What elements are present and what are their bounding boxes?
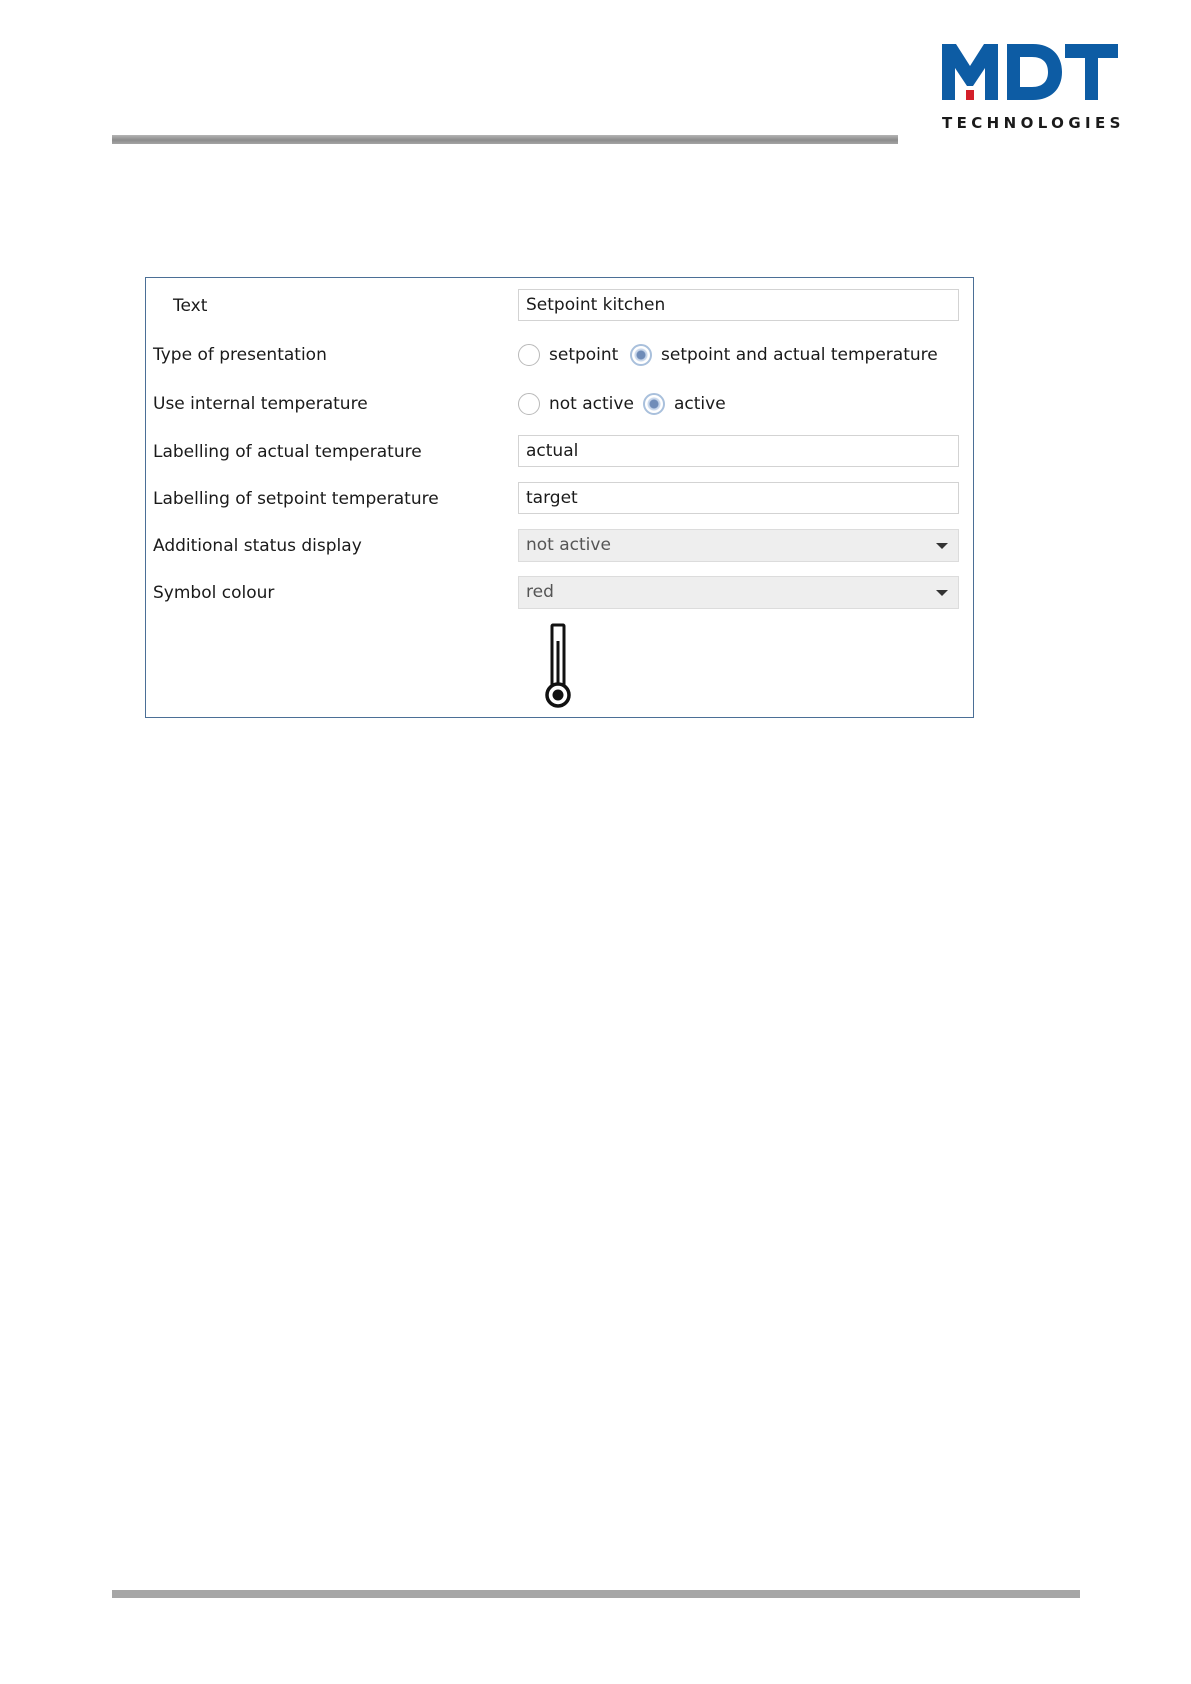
chevron-down-icon[interactable] bbox=[936, 543, 948, 549]
radio-not-active[interactable] bbox=[518, 393, 540, 415]
header-divider bbox=[112, 135, 898, 144]
thermometer-icon bbox=[543, 623, 573, 709]
mdt-logo-mark bbox=[942, 44, 1118, 102]
row-additional-status bbox=[146, 528, 973, 564]
additional-status-label: Additional status display bbox=[153, 536, 362, 556]
labelling-actual-label: Labelling of actual temperature bbox=[153, 442, 422, 462]
footer-divider bbox=[112, 1590, 1080, 1598]
row-labelling-actual bbox=[146, 434, 973, 470]
chevron-down-icon[interactable] bbox=[936, 590, 948, 596]
use-internal-temperature-label: Use internal temperature bbox=[153, 394, 368, 414]
labelling-setpoint-input[interactable]: target bbox=[518, 482, 959, 514]
text-input[interactable]: Setpoint kitchen bbox=[518, 289, 959, 321]
additional-status-selected: not active bbox=[526, 535, 611, 555]
radio-setpoint-and-actual[interactable] bbox=[630, 344, 652, 366]
labelling-actual-input[interactable]: actual bbox=[518, 435, 959, 467]
additional-status-dropdown[interactable] bbox=[518, 529, 959, 562]
text-label: Text bbox=[173, 296, 208, 316]
symbol-colour-selected: red bbox=[526, 582, 554, 602]
radio-setpoint[interactable] bbox=[518, 344, 540, 366]
radio-active[interactable] bbox=[643, 393, 665, 415]
row-text bbox=[146, 288, 973, 324]
labelling-setpoint-label: Labelling of setpoint temperature bbox=[153, 489, 439, 509]
symbol-colour-dropdown[interactable] bbox=[518, 576, 959, 609]
row-type-of-presentation bbox=[146, 337, 973, 373]
radio-not-active-label: not active bbox=[549, 394, 634, 414]
mdt-logo-subtitle: TECHNOLOGIES bbox=[942, 114, 1125, 132]
row-symbol-colour bbox=[146, 575, 973, 611]
symbol-colour-label: Symbol colour bbox=[153, 583, 275, 603]
parameter-panel bbox=[145, 277, 974, 718]
type-of-presentation-label: Type of presentation bbox=[153, 345, 327, 365]
radio-setpoint-label: setpoint bbox=[549, 345, 619, 365]
row-use-internal-temperature bbox=[146, 386, 973, 422]
mdt-logo bbox=[942, 44, 1125, 136]
radio-active-label: active bbox=[674, 394, 726, 414]
row-labelling-setpoint bbox=[146, 481, 973, 517]
radio-setpoint-and-actual-label: setpoint and actual temperature bbox=[661, 345, 938, 365]
